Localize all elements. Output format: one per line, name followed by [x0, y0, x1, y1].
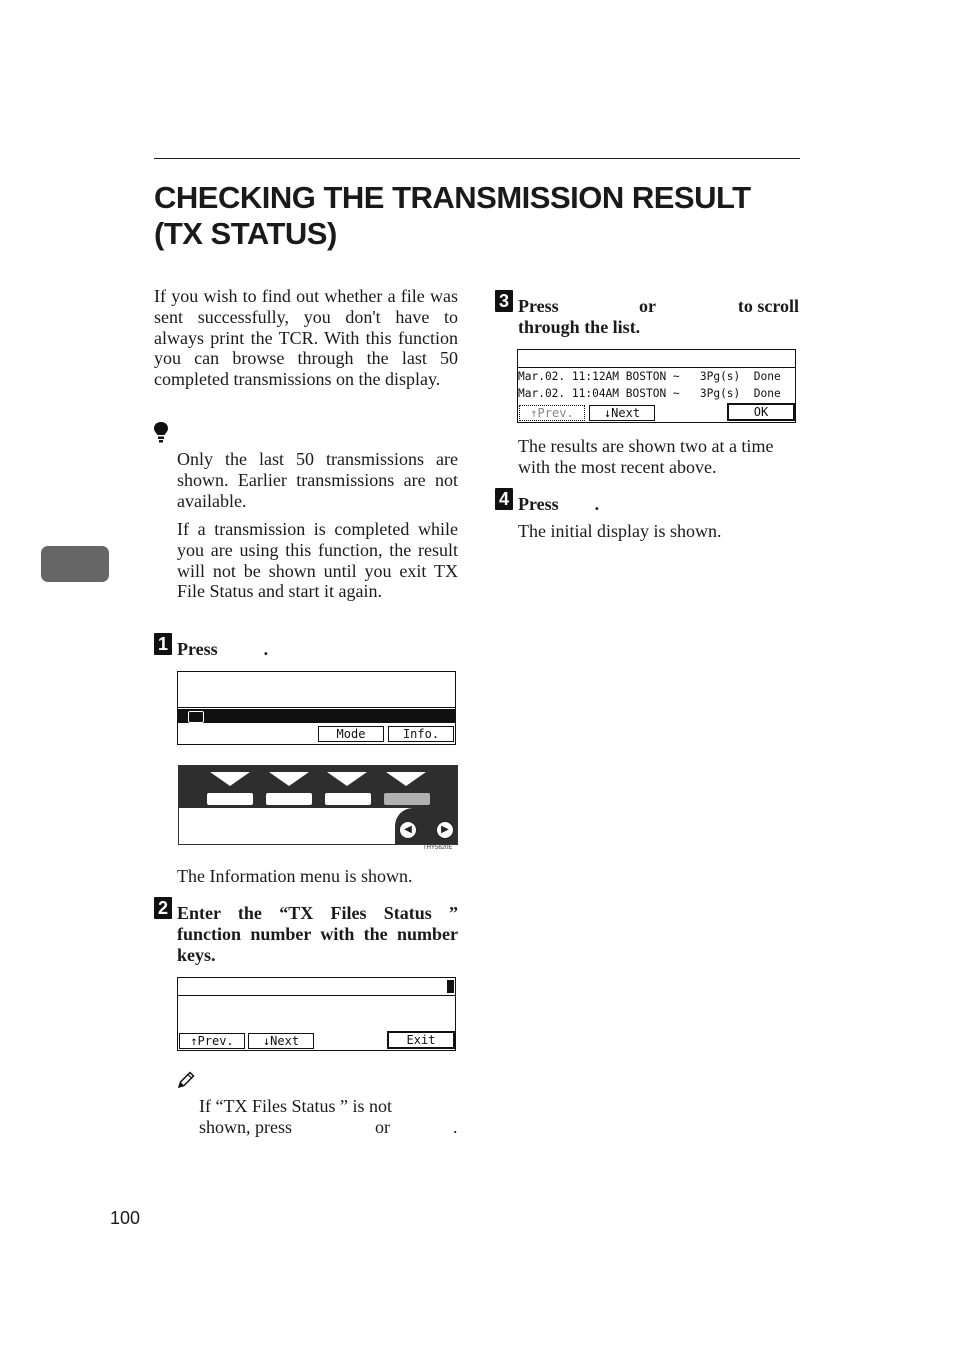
arrow-down-icon	[327, 772, 367, 786]
lcd2-row-2	[178, 996, 455, 1013]
telephone-icon	[188, 711, 204, 723]
step-3-number: 3	[495, 290, 513, 312]
limitation-1: Only the last 50 transmissions are shown. Earlier transmissions are not available.	[177, 449, 458, 511]
step-2-number: 2	[154, 897, 172, 919]
step-4-period: .	[594, 494, 600, 514]
lcd3-prev-button[interactable]: ↑Prev.	[519, 405, 585, 421]
header-rule	[154, 158, 800, 159]
lcd3-ok-button[interactable]: OK	[727, 403, 795, 421]
note-shown-press: shown, press	[199, 1117, 292, 1137]
intro-paragraph: If you wish to find out whether a file was sent successfully, you don't have to always print the TCR. With this function you can browse through the last 50 completed transmissions on the display.	[154, 286, 458, 390]
function-keys-panel-illustration	[178, 765, 458, 845]
step-4-press: Press	[518, 494, 559, 514]
note-text-a: If “TX Files Status ” is not	[199, 1096, 392, 1116]
step-4-instruction	[518, 494, 638, 515]
step-1-result: The Information menu is shown.	[177, 866, 413, 886]
lcd2-row-3	[178, 1013, 455, 1030]
pencil-icon	[176, 1070, 196, 1090]
figure-code: THY5620E	[423, 845, 453, 851]
limitation-2: If a transmission is completed while you are using this function, the result will not be shown until you exit TX File Status and start it again.	[177, 519, 458, 602]
lcd1-info-button[interactable]: Info.	[388, 726, 454, 742]
function-key-3[interactable]	[325, 793, 371, 805]
function-key-1[interactable]	[207, 793, 253, 805]
step-1-period: .	[263, 639, 269, 659]
lcd2-next-button[interactable]: ↓Next	[248, 1033, 314, 1049]
lcd1-row-1	[178, 672, 455, 689]
arrow-down-icon	[269, 772, 309, 786]
lcd2-prev-button[interactable]: ↑Prev.	[179, 1033, 245, 1049]
step-1-number: 1	[154, 633, 172, 655]
note-line-2	[199, 1117, 458, 1138]
step-4-result: The initial display is shown.	[518, 521, 722, 541]
arrow-down-icon	[210, 772, 250, 786]
section-tab-number: 3	[74, 546, 76, 547]
note-period: .	[453, 1117, 458, 1137]
lcd3-record-1: Mar.02. 11:12AM BOSTON ~ 3Pg(s) Done	[518, 370, 781, 383]
lcd1-mode-button[interactable]: Mode	[318, 726, 384, 742]
lcd-standby-display	[177, 671, 456, 745]
step-2-instruction: Enter the “TX Files Status ” function number with the number keys.	[177, 903, 458, 965]
step-1-press: Press	[177, 639, 218, 659]
arrow-down-icon	[386, 772, 426, 786]
note-or: or	[375, 1117, 390, 1137]
lcd1-row-3	[178, 709, 455, 723]
step-3-to-scroll: to scroll	[737, 296, 799, 316]
step-3-press: Press	[518, 296, 559, 316]
page-title: CHECKING THE TRANSMISSION RESULT (TX STATUS)	[154, 180, 751, 251]
lcd-information-menu	[177, 977, 456, 1051]
function-key-2[interactable]	[266, 793, 312, 805]
lcd3-record-2: Mar.02. 11:04AM BOSTON ~ 3Pg(s) Done	[518, 387, 781, 400]
lcd-tx-status-display	[517, 349, 796, 423]
right-arrow-key-icon[interactable]: ▶	[436, 821, 454, 839]
lcd2-exit-button[interactable]: Exit	[387, 1031, 455, 1049]
step-3-instruction-line-1	[518, 296, 799, 317]
note-line-1	[199, 1096, 458, 1117]
step-1-instruction	[177, 639, 297, 660]
function-key-4-highlighted[interactable]	[384, 793, 430, 805]
left-arrow-key-icon[interactable]: ◀	[399, 821, 417, 839]
section-tab	[41, 546, 109, 582]
step-4-number: 4	[495, 488, 513, 510]
step-3-or: or	[639, 296, 656, 316]
step-3-instruction-line-2: through the list.	[518, 317, 641, 337]
lcd2-row-1	[178, 978, 455, 996]
lightbulb-icon	[153, 421, 169, 445]
page-number: 100	[110, 1208, 141, 1228]
lcd1-row-2	[178, 690, 455, 708]
lcd2-cursor-block	[447, 980, 454, 993]
lcd3-row-1	[518, 350, 795, 368]
step-3-result: The results are shown two at a time with the most recent above.	[518, 436, 774, 477]
lcd3-next-button[interactable]: ↓Next	[589, 405, 655, 421]
